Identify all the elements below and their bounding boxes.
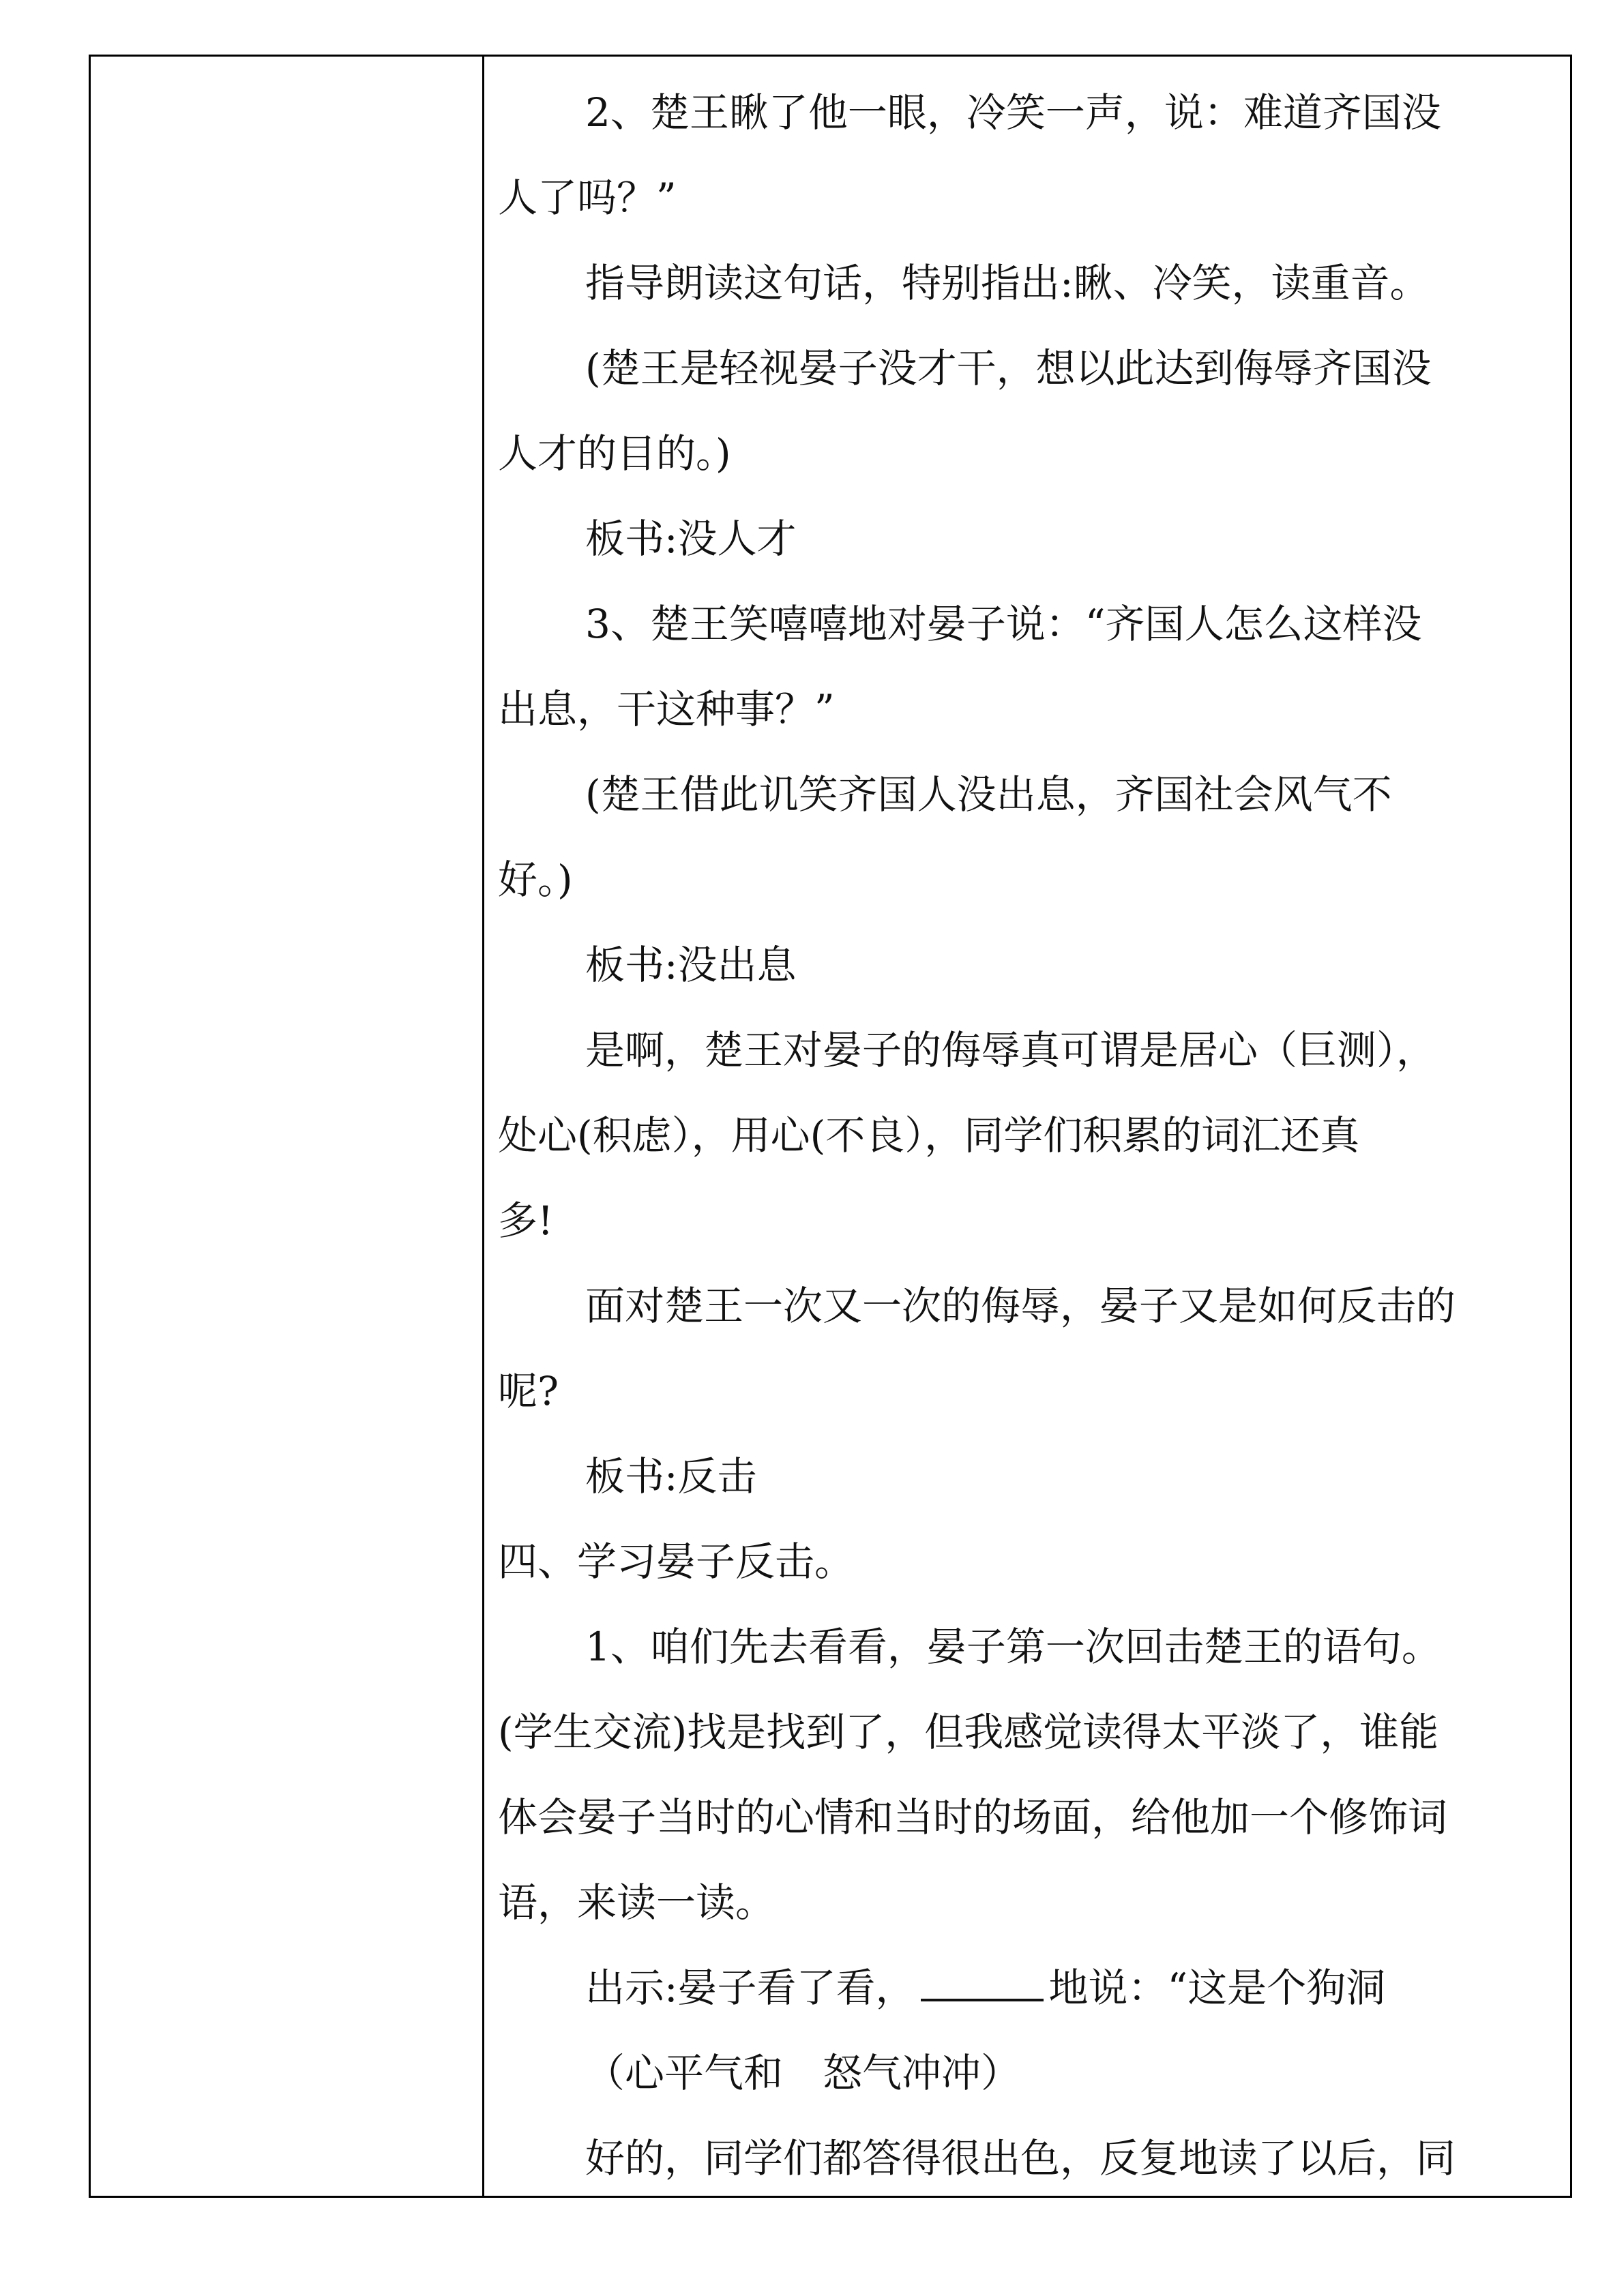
text-line: 面对楚王一次又一次的侮辱，晏子又是如何反击的 bbox=[585, 1283, 1456, 1329]
text-line: 多! bbox=[498, 1197, 554, 1244]
fill-in-blank bbox=[921, 1966, 1044, 2001]
board-note: 板书:没人才 bbox=[585, 516, 797, 562]
section-heading: 四、学习晏子反击。 bbox=[498, 1538, 855, 1585]
text-line: 指导朗读这句话，特别指出:瞅、冷笑，读重音。 bbox=[585, 260, 1430, 306]
text-line: 1、咱们先去看看，晏子第一次回击楚王的语句。 bbox=[585, 1624, 1441, 1670]
content-column bbox=[484, 57, 1570, 2196]
text-line: 是啊，楚王对晏子的侮辱真可谓是居心（巨测）， bbox=[585, 1027, 1436, 1073]
text-line: (楚王借此讥笑齐国人没出息，齐国社会风气不 bbox=[585, 771, 1392, 818]
text-line: 处心(积虑），用心(不良），同学们积累的词汇还真 bbox=[498, 1112, 1360, 1159]
left-column bbox=[91, 57, 484, 2196]
text-line: 呢? bbox=[498, 1368, 559, 1414]
text-line: (学生交流)找是找到了，但我感觉读得太平淡了，谁能 bbox=[498, 1709, 1439, 1755]
lesson-table bbox=[89, 55, 1572, 2198]
text-line: 人才的目的。) bbox=[498, 430, 731, 477]
text-line: 好的，同学们都答得很出色，反复地读了以后，同 bbox=[585, 2135, 1456, 2181]
board-note: 板书:没出息 bbox=[585, 942, 797, 988]
text-line: 出息，干这种事？” bbox=[498, 686, 835, 732]
options-line: （心平气和 怒气冲冲） bbox=[585, 2050, 1021, 2096]
text-line: 好。) bbox=[498, 856, 573, 903]
text-line: 3、楚王笑嘻嘻地对晏子说：“齐国人怎么这样没 bbox=[585, 601, 1422, 647]
board-note: 板书:反击 bbox=[585, 1453, 757, 1500]
text-line: 语，来读一读。 bbox=[498, 1879, 776, 1926]
exercise-prefix: 出示:晏子看了看， bbox=[585, 1965, 915, 2011]
exercise-suffix: 地说：“这是个狗洞 bbox=[1048, 1965, 1386, 2011]
text-line: (楚王是轻视晏子没才干，想以此达到侮辱齐国没 bbox=[585, 345, 1432, 391]
exercise-line bbox=[498, 1945, 1540, 2031]
text-line: 2、楚王瞅了他一眼，冷笑一声，说：难道齐国没 bbox=[585, 89, 1441, 136]
text-line: 人了吗？” bbox=[498, 175, 677, 221]
text-line: 体会晏子当时的心情和当时的场面，给他加一个修饰词 bbox=[498, 1794, 1448, 1840]
